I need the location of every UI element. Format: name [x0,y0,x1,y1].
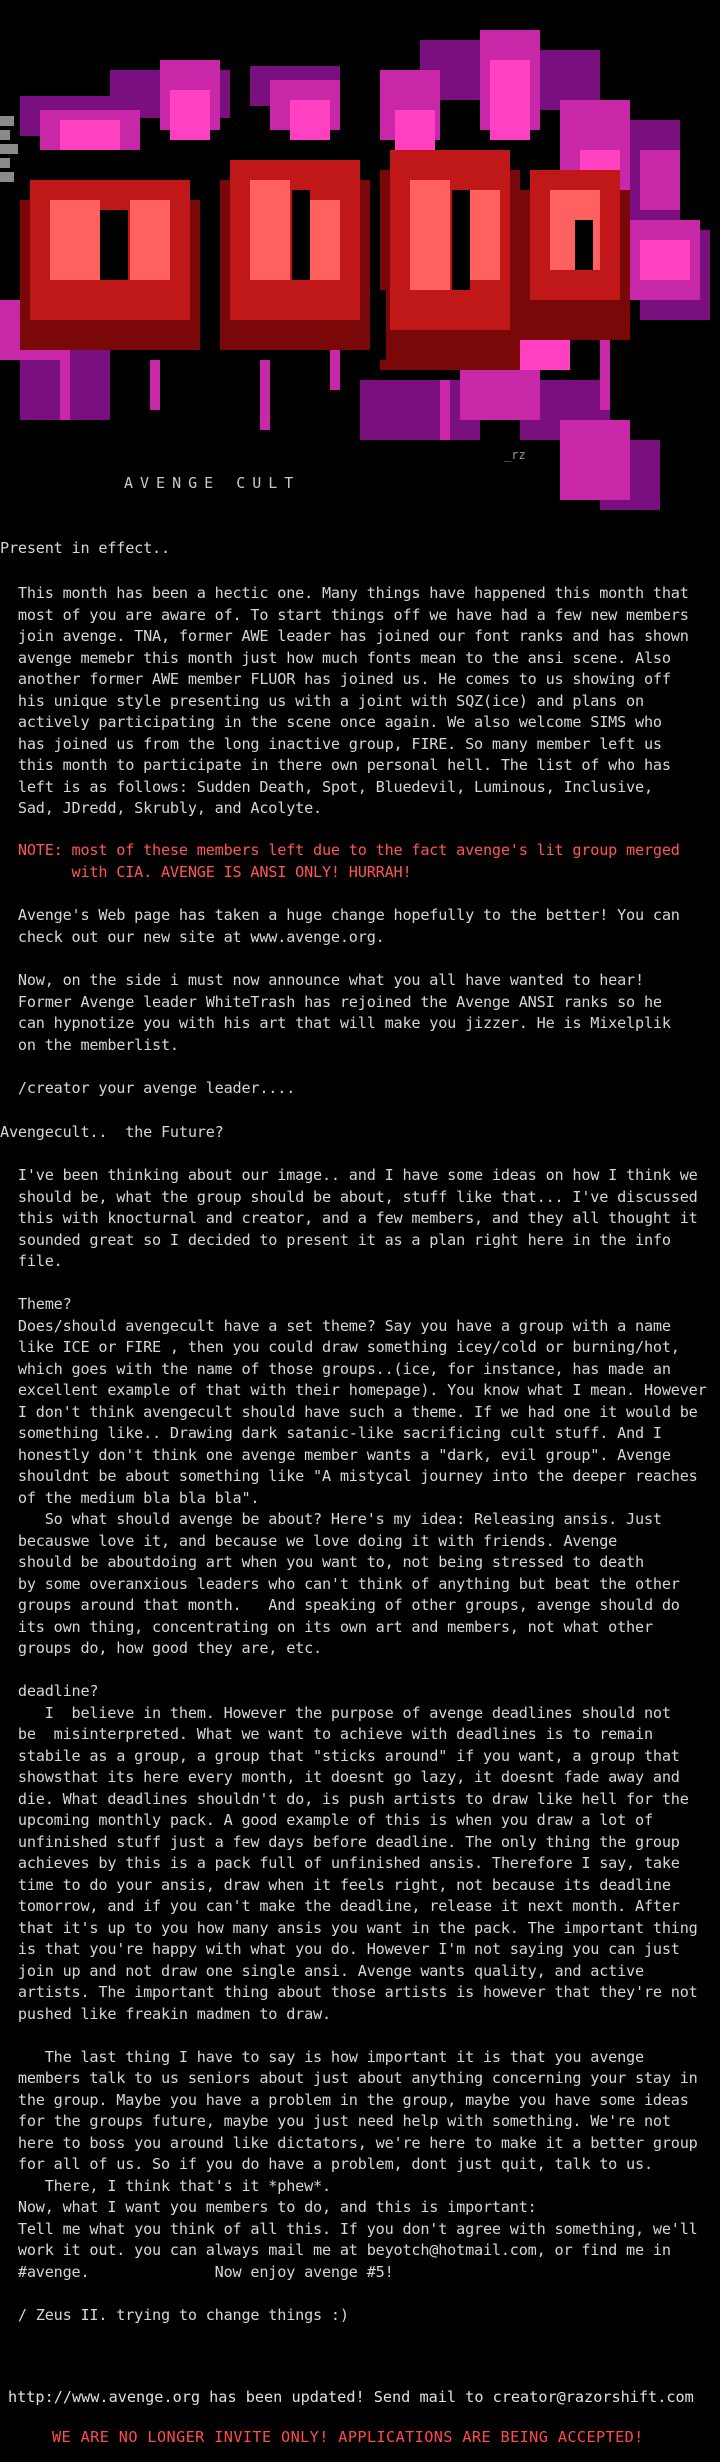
text-line: artists. The important thing about those artists is however that they're not [0,1983,698,2001]
intro-paragraph-members [0,583,720,820]
text-line: its own thing, concentrating on its own art and members, not what other [0,1617,653,1636]
text-line: I've been thinking about our image.. and I have some ideas on how I think we [0,1166,698,1184]
intro-note-red [0,840,720,883]
text-line: work it out. you can always mail me at beyotch@hotmail.com, or find me in [0,2241,671,2259]
text-line: Now, on the side i must now announce what you all have wanted to hear! [0,971,644,989]
intro-paragraph-webpage [0,905,720,948]
logo-artist-signature: _rz [504,448,526,462]
text-line: has joined us from the long inactive group, FIRE. So many member left us [0,734,662,753]
text-line: There, I think that's it *phew*. [0,2176,331,2195]
text-line: join avenge. TNA, former AWE leader has joined our font ranks and has shown [0,627,689,645]
text-line: #avenge. Now enjoy avenge #5! [0,2262,394,2281]
note-line: with CIA. AVENGE IS ANSI ONLY! HURRAH! [0,862,412,881]
text-line: unfinished stuff just a few days before deadline. The only thing the group [0,1832,680,1851]
text-line [0,2025,720,2047]
text-line: is that you're happy with what you do. However I'm not saying you can just [0,1940,680,1958]
text-line: like ICE or FIRE , then you could draw something icey/cold or burning/hot, [0,1338,680,1356]
text-line: that it's up to you how many ansis you want in the pack. The important thing [0,1918,698,1937]
text-line: stabile as a group, a group that "sticks around" if you want, a group that [0,1746,680,1765]
text-line: for the groups future, maybe you just need help with something. We're not [0,2112,671,2130]
text-line: should be aboutdoing art when you want to, not being stressed to death [0,1553,644,1571]
text-line: file. [0,1252,63,1270]
text-line: left is as follows: Sudden Death, Spot, Bluedevil, Luminous, Inclusive, [0,777,653,796]
text-line: actively participating in the scene once again. We also welcome SIMS who [0,713,662,731]
text-line: excellent example of that with their homepage). You know what I mean. However [0,1381,707,1399]
text-line: join up and not draw one single ansi. Avenge wants quality, and active [0,1961,644,1980]
text-line: shouldnt be about something like "A mistycal journey into the deeper reaches [0,1467,698,1485]
text-line: most of you are aware of. To start things off we have had a few new members [0,605,689,624]
text-line: This month has been a hectic one. Many things have happened this month that [0,584,689,602]
text-line: another former AWE member FLUOR has joined us. He comes to us showing off [0,670,671,688]
text-line: I don't think avengecult should have such a theme. If we had one it would be [0,1402,698,1421]
text-line: this with knocturnal and creator, and a few members, and they all thought it [0,1209,698,1227]
future-body-text [0,1165,720,2326]
text-line: achieves by this is a pack full of unfinished ansis. Therefore I say, take [0,1854,680,1872]
avenge-cult-graffiti-logo [0,0,720,530]
text-line: Avenge's Web page has taken a huge change hopefully to the better! You can [0,906,680,924]
text-line: for all of us. So if you do have a problem, dont just quit, talk to us. [0,2155,653,2173]
text-line: upcoming monthly pack. A good example of this is when you draw a lot of [0,1811,653,1829]
footer-notice-red: WE ARE NO LONGER INVITE ONLY! APPLICATIONS ARE BEING ACCEPTED! [52,2428,644,2446]
text-line: of the medium bla bla bla". [0,1488,260,1507]
text-line: / Zeus II. trying to change things :) [0,2305,349,2324]
text-line: something like.. Drawing dark satanic-like sacrificing cult stuff. And I [0,1424,662,1442]
text-line: avenge memebr this month just how much fonts mean to the ansi scene. Also [0,648,671,667]
logo-brand-text: AVENGE CULT [124,474,301,492]
text-line: should be, what the group should be about, stuff like that... I've discussed [0,1187,698,1206]
text-line: Former Avenge leader WhiteTrash has rejoined the Avenge ANSI ranks so he [0,992,662,1011]
text-line: groups do, how good they are, etc. [0,1639,322,1657]
text-line: I believe in them. However the purpose of avenge deadlines should not [0,1703,671,1722]
text-line [0,1660,720,1682]
intro-signoff: /creator your avenge leader.... [0,1079,296,1097]
text-line: pushed like freakin madmen to draw. [0,2004,331,2023]
text-line: Does/should avengecult have a set theme? Say you have a group with a name [0,1316,671,1335]
text-line: by some overanxious leaders who can't think of anything but beat the other [0,1574,680,1593]
text-line: members talk to us seniors about just about anything concerning your stay in [0,2069,698,2087]
text-line: tomorrow, and if you can't make the deadline, release it next month. After [0,1897,680,1915]
text-line: on the memberlist. [0,1035,179,1054]
text-line: showsthat its here every month, it doesnt go lazy, it doesnt fade away and [0,1768,680,1786]
text-line: his unique style presenting us with a joint with SQZ(ice) and plans on [0,691,644,710]
text-line [0,2283,720,2305]
intro-paragraph-announcement [0,970,720,1056]
text-line: The last thing I have to say is how important it is that you avenge [0,2047,644,2066]
future-heading: Avengecult.. the Future? [0,1123,224,1141]
text-line: becauswe love it, and because we love doing it with friends. Avenge [0,1531,618,1550]
text-line: this month to participate in there own personal hell. The list of who has [0,756,671,774]
text-line: die. What deadlines shouldn't do, is push artists to draw like hell for the [0,1789,689,1808]
text-line: sounded great so I decided to present it as a plan right here in the info [0,1230,671,1249]
text-line [0,1273,720,1295]
text-line: Theme? [0,1295,72,1313]
text-line: the group. Maybe you have a problem in the group, maybe you have some ideas [0,2090,689,2109]
text-line: be misinterpreted. What we want to achieve with deadlines is to remain [0,1725,653,1743]
text-line: can hypnotize you with his art that will make you jizzer. He is Mixelplik [0,1014,671,1032]
text-line: Tell me what you think of all this. If you don't agree with something, we'll [0,2219,698,2238]
text-line: time to do your ansis, draw when it feels right, not because its deadline [0,1875,671,1894]
text-line: deadline? [0,1682,99,1700]
text-line: groups around that month. And speaking of other groups, avenge should do [0,1596,680,1614]
text-line: which goes with the name of those groups..(ice, for instance, has made an [0,1359,671,1378]
text-line: So what should avenge be about? Here's my idea: Releasing ansis. Just [0,1510,662,1528]
text-line: here to boss you around like dictators, we're here to make it a better group [0,2133,698,2152]
note-line: NOTE: most of these members left due to the fact avenge's lit group merged [0,841,680,859]
text-line: check out our new site at www.avenge.org. [0,927,385,946]
text-line: honestly don't think one avenge member wants a "dark, evil group". Avenge [0,1445,671,1464]
footer-website-line: http://www.avenge.org has been updated! Send mail to creator@razorshift.com [8,2388,694,2406]
intro-heading: Present in effect.. [0,539,170,557]
text-line: Sad, JDredd, Skrubly, and Acolyte. [0,799,322,817]
text-line: Now, what I want you members to do, and this is important: [0,2198,537,2216]
